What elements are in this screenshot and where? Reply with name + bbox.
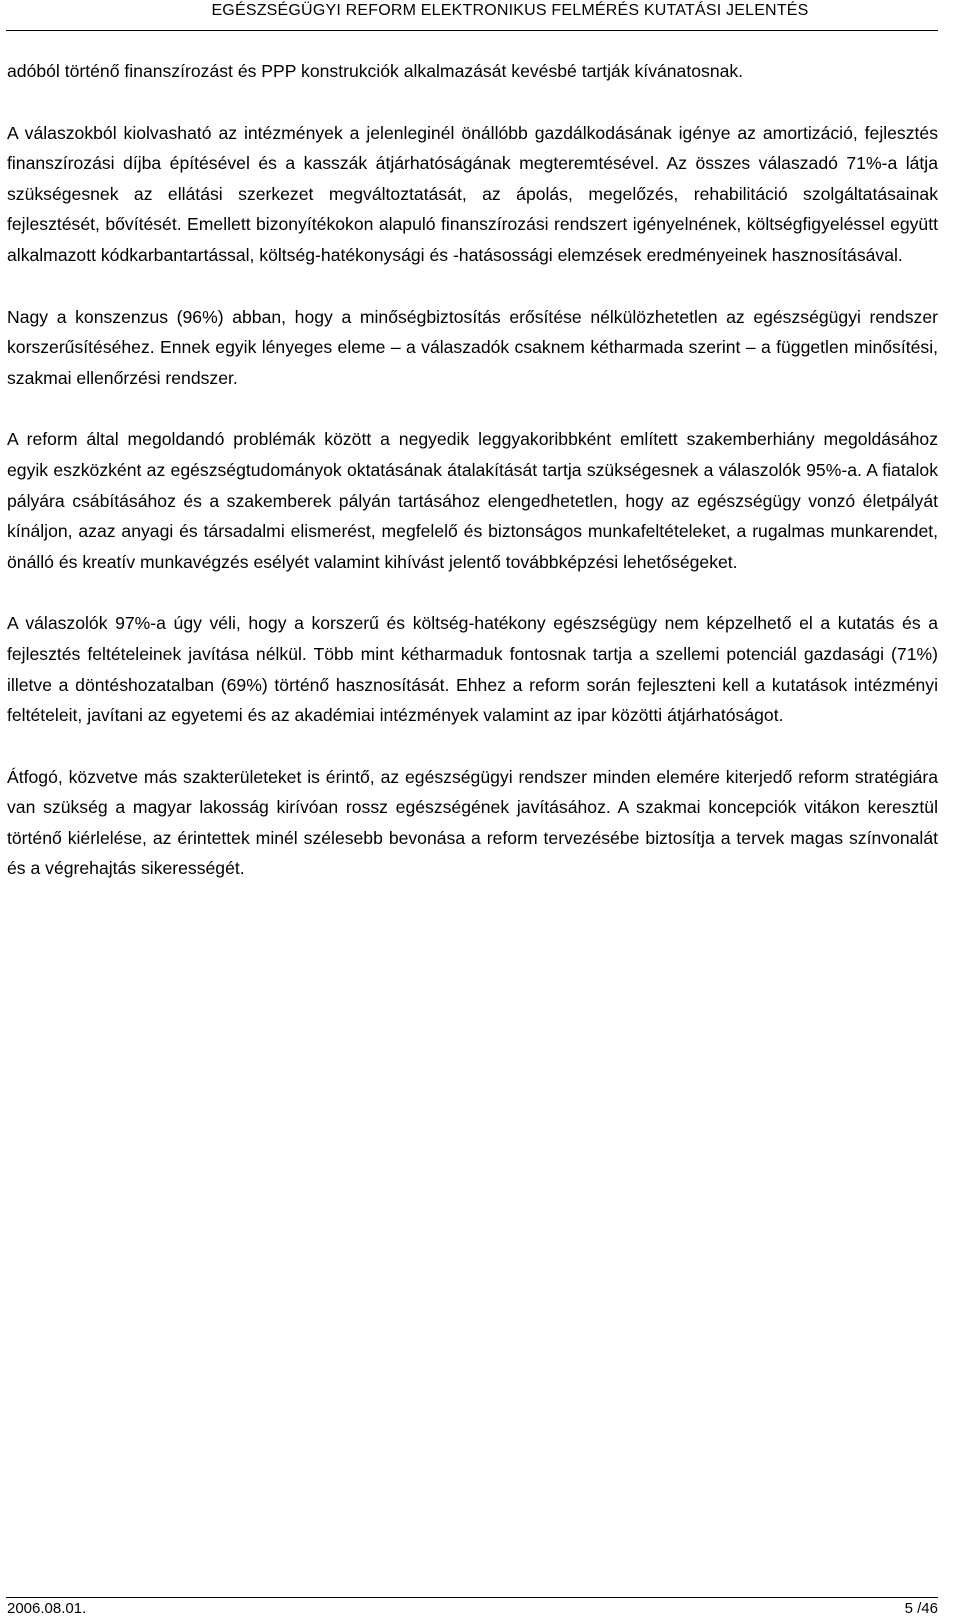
paragraph-1: adóból történő finanszírozást és PPP konstrukciók alkalmazását kevésbé tartják kívánatosnak.: [7, 61, 744, 81]
paragraph-3: Nagy a konszenzus (96%) abban, hogy a minőségbiztosítás erősítése nélkülözhetetlen az egészségügyi rendszer korszerűsítéséhez. Ennek egyik lényeges eleme – a válaszadók csaknem kétharmada szerint – a független minősítési, szakmai ellenőrzési rendszer.: [7, 306, 938, 388]
document-body: [7, 56, 938, 915]
paragraph-4: A reform által megoldandó problémák között a negyedik leggyakoribbként említett szakemberhiány megoldásához egyik eszközként az egészségtudományok oktatásának átalakítását tartja szükségesnek a válaszolók 95%-a. A fiatalok pályára csábításához és a szakemberek pályán tartásához elengedhetetlen, hogy az egészségügy vonzó életpályát kínáljon, azaz anyagi és társadalmi elismerést, megfelelő és biztonságos munkafeltételeket, a rugalmas munkarendet, önálló és kreatív munkavégzés esélyét valamint kihívást jelentő továbbképzési lehetőségeket.: [7, 429, 938, 572]
footer-divider: [6, 1597, 938, 1598]
footer-date: 2006.08.01.: [7, 1600, 87, 1617]
header-divider: [6, 30, 938, 31]
page-number: 5 /46: [904, 1600, 938, 1617]
paragraph-6: Átfogó, közvetve más szakterületeket is érintő, az egészségügyi rendszer minden elemére kiterjedő reform stratégiára van szükség a magyar lakosság kirívóan rossz egészségének javításához. A szakmai koncepciók vitákon keresztül történő kiérlelése, az érintettek minél szélesebb bevonása a reform tervezésébe biztosítja a tervek magas színvonalát és a végrehajtás sikerességét.: [7, 766, 938, 879]
paragraph-5: A válaszolók 97%-a úgy véli, hogy a korszerű és költség-hatékony egészségügy nem képzelhető el a kutatás és a fejlesztés feltételeinek javítása nélkül. Több mint kétharmaduk fontosnak tartja a szellemi potenciál gazdasági (71%) illetve a döntéshozatalban (69%) történő hasznosítását. Ehhez a reform során fejleszteni kell a kutatások intézményi feltételeit, javítani az egyetemi és az akadémiai intézmények valamint az ipar közötti átjárhatóságot.: [7, 613, 938, 726]
page-header-title: EGÉSZSÉGÜGYI REFORM ELEKTRONIKUS FELMÉRÉS KUTATÁSI JELENTÉS: [211, 2, 809, 19]
paragraph-2: A válaszokból kiolvasható az intézmények a jelenleginél önállóbb gazdálkodásának igénye az amortizáció, fejlesztés finanszírozási díjba építésével és a kasszák átjárhatóságának megteremtésével. Az összes válaszadó 71%-a látja szükségesnek az ellátási szerkezet megváltoztatását, az ápolás, megelőzés, rehabilitáció szolgáltatásainak fejlesztését, bővítését. Emellett bizonyítékokon alapuló finanszírozási rendszert igényelnének, költségfigyeléssel együtt alkalmazott kódkarbantartással, költség-hatékonysági és -hatásossági elemzések eredményeinek hasznosításával.: [7, 122, 938, 265]
